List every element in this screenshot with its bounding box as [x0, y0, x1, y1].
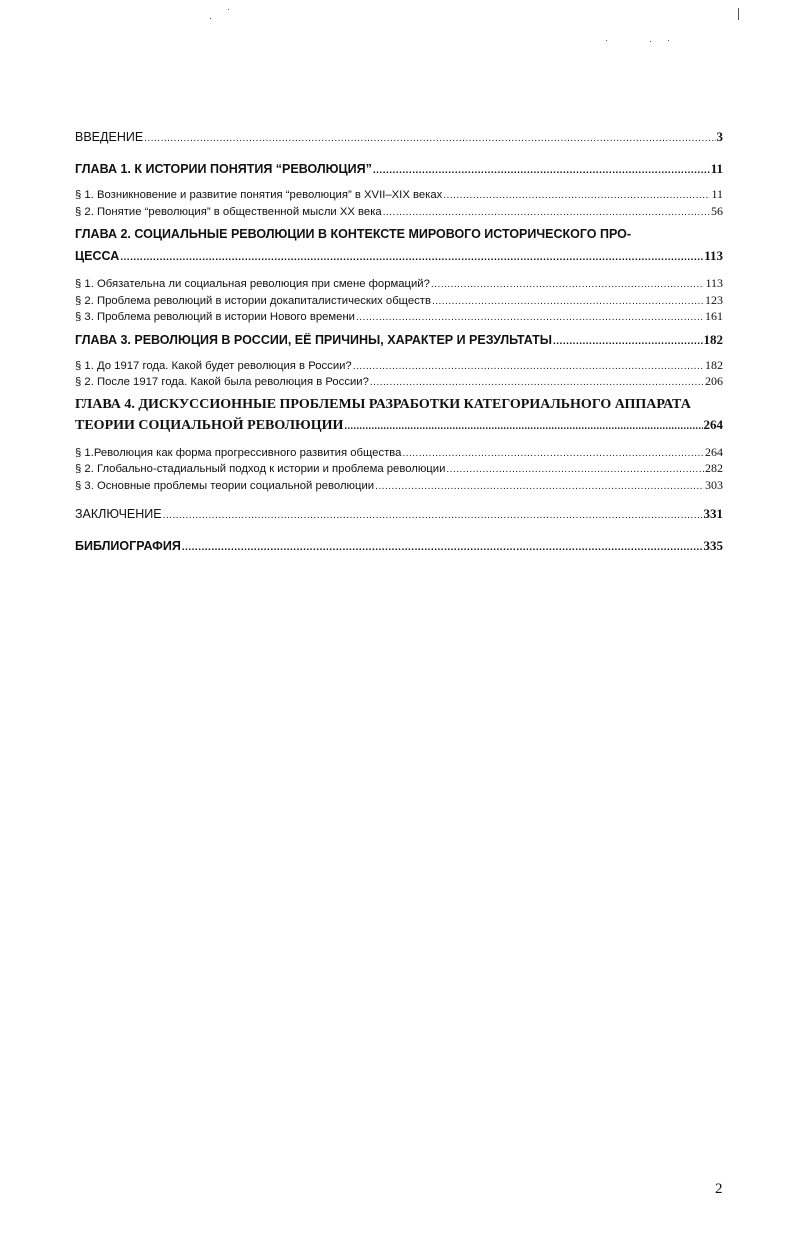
toc-entry-title: БИБЛИОГРАФИЯ — [75, 539, 181, 553]
toc-entry-title: § 2. Проблема революций в истории докапиталистических обществ — [75, 294, 431, 307]
toc-entry-section[interactable] — [75, 309, 723, 326]
toc-entry-title: ГЛАВА 3. РЕВОЛЮЦИЯ В РОССИИ, ЕЁ ПРИЧИНЫ, ХАРАКТЕР И РЕЗУЛЬТАТЫ — [75, 332, 552, 347]
toc-entry-title: § 1.Революция как форма прогрессивного развития общества — [75, 446, 402, 459]
toc-entry-chapter-3[interactable] — [75, 332, 723, 352]
dot-leader — [402, 448, 704, 459]
dot-leader — [370, 377, 704, 388]
dot-leader — [182, 542, 703, 553]
toc-entry-page: 113 — [705, 276, 723, 290]
dot-leader — [373, 165, 710, 176]
dot-leader — [443, 190, 710, 201]
toc-entry-title: § 2. Глобально-стадиальный подход к истории и проблема революции — [75, 463, 446, 475]
toc-entry-page: 303 — [705, 477, 723, 492]
toc-entry-title-line-2: ТЕОРИИ СОЦИАЛЬНОЙ РЕВОЛЮЦИИ — [75, 417, 344, 433]
toc-entry-page: 11 — [711, 187, 723, 201]
scan-speck — [210, 18, 211, 19]
toc-entry-page: 123 — [705, 292, 723, 307]
scan-speck — [668, 40, 669, 41]
dot-leader — [446, 464, 704, 475]
toc-entry-title: § 2. Понятие “революция” в общественной мысли XX века — [75, 205, 382, 218]
dot-leader — [163, 510, 703, 521]
toc-entry-page: 335 — [703, 538, 723, 553]
toc-entry-title: § 3. Проблема революций в истории Нового времени — [75, 311, 355, 323]
scan-speck — [738, 8, 739, 20]
toc-entry-page: 282 — [705, 461, 723, 475]
toc-entry-page: 264 — [705, 444, 723, 459]
toc-entry-title-line-1: ГЛАВА 2. СОЦИАЛЬНЫЕ РЕВОЛЮЦИИ В КОНТЕКСТЕ МИРОВОГО ИСТОРИЧЕСКОГО ПРО- — [75, 227, 632, 241]
toc-entry-page: 161 — [705, 309, 723, 323]
toc-entry-section[interactable] — [75, 204, 723, 221]
toc-entry-title-line-2: ЦЕССА — [75, 249, 120, 263]
dot-leader — [383, 207, 710, 218]
toc-entry-page: 56 — [711, 203, 723, 218]
toc-entry-page: 11 — [710, 161, 723, 176]
toc-entry-section[interactable] — [75, 478, 723, 495]
toc-entry-page: 331 — [703, 506, 723, 521]
toc-entry-conclusion[interactable] — [75, 506, 723, 526]
page-number: 2 — [715, 1181, 723, 1197]
toc-entry-section[interactable] — [75, 276, 723, 293]
scan-speck — [650, 41, 651, 42]
toc-entry-title: ГЛАВА 1. К ИСТОРИИ ПОНЯТИЯ “РЕВОЛЮЦИЯ” — [75, 162, 372, 176]
toc-entry-section[interactable] — [75, 445, 723, 462]
toc-entry-page: 206 — [705, 374, 723, 388]
dot-leader — [375, 481, 704, 492]
scan-speck — [606, 40, 607, 41]
toc-entry-title: § 1. Возникновение и развитие понятия “революция” в XVII–XIX веках — [75, 189, 443, 201]
toc-entry-title: § 3. Основные проблемы теории социальной революции — [75, 479, 375, 492]
toc-entry-section[interactable] — [75, 187, 723, 204]
toc-entry-title: § 1. До 1917 года. Какой будет революция в России? — [75, 359, 352, 372]
dot-leader — [144, 133, 715, 144]
toc-entry-bibliography[interactable] — [75, 538, 723, 558]
toc-entry-title-line-1: ГЛАВА 4. ДИСКУССИОННЫЕ ПРОБЛЕМЫ РАЗРАБОТКИ КАТЕГОРИАЛЬНОГО АППАРАТА — [75, 396, 691, 412]
toc-entry-title: ЗАКЛЮЧЕНИЕ — [75, 507, 162, 521]
toc-entry-chapter-4[interactable] — [75, 395, 723, 437]
dot-leader — [356, 312, 704, 323]
toc-entry-section[interactable] — [75, 461, 723, 478]
dot-leader — [431, 279, 705, 290]
dot-leader — [120, 247, 703, 268]
toc-entry-section[interactable] — [75, 358, 723, 375]
dot-leader — [344, 417, 702, 437]
toc-entry-intro[interactable] — [75, 129, 723, 149]
scan-speck — [228, 9, 229, 10]
toc-entry-title: § 2. После 1917 года. Какой была революция в России? — [75, 376, 369, 388]
toc-entry-section[interactable] — [75, 293, 723, 310]
toc-entry-page: 113 — [704, 248, 723, 263]
toc-entry-chapter-2[interactable] — [75, 224, 723, 268]
dot-leader — [353, 361, 704, 372]
dot-leader — [432, 296, 704, 307]
toc-entry-page: 182 — [703, 331, 723, 347]
toc-entry-section[interactable] — [75, 374, 723, 391]
dot-leader — [553, 336, 703, 347]
toc-entry-page: 264 — [703, 416, 723, 432]
toc-entry-page: 3 — [716, 129, 723, 144]
toc-entry-title: § 1. Обязательна ли социальная революция при смене формаций? — [75, 278, 430, 290]
toc-entry-page: 182 — [705, 357, 723, 372]
toc-entry-chapter-1[interactable] — [75, 161, 723, 181]
toc-entry-title: ВВЕДЕНИЕ — [75, 130, 144, 144]
table-of-contents — [75, 129, 723, 558]
